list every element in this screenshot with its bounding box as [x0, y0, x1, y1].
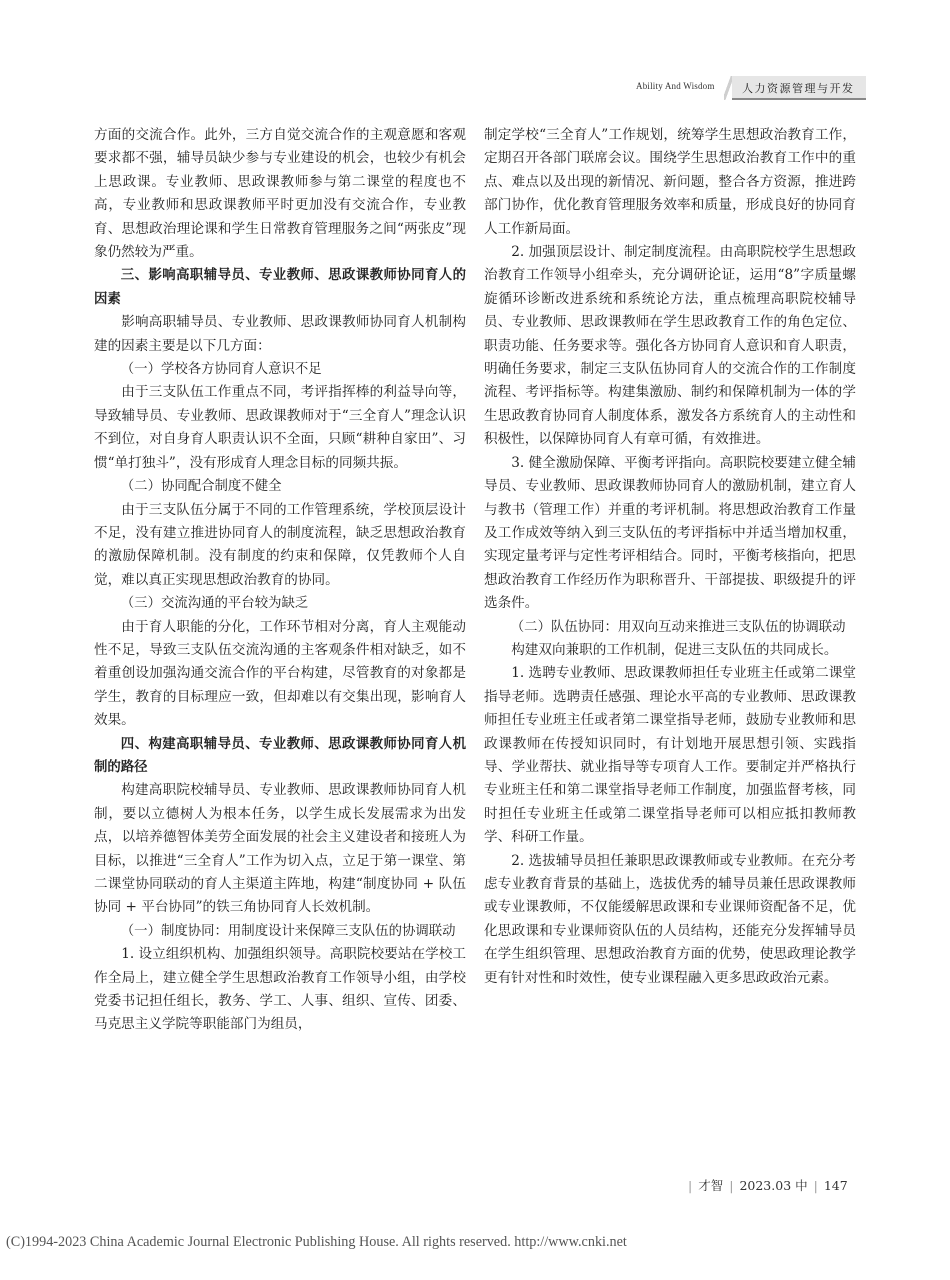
- subsection-heading-4-1: （一）制度协同：用制度设计来保障三支队伍的协调联动: [120, 923, 456, 939]
- paragraph: 构建高职院校辅导员、专业教师、思政课教师协同育人机制，要以立德树人为根本任务，以学生成长发展需求为出发点，以培养德智体美劳全面发展的社会主义建设者和接班人为目标，以推进“三全育人”工作为切入点，立足于第一课堂、第二课堂协同联动的育人主渠道主阵地，构建“制度协同 + 队伍协同 + 平台协同”的铁三角协同育人长效机制。: [94, 782, 466, 916]
- header-english-title: Ability And Wisdom: [636, 81, 715, 91]
- subsection-heading-3: （三）交流沟通的平台较为缺乏: [120, 596, 309, 612]
- paragraph: 1. 设立组织机构、加强组织领导。高职院校要站在学校工作全局上，建立健全学生思想政治教育工作领导小组，由学校党委书记担任组长，教务、学工、人事、组织、宣传、团委、马克思主义学院等职能部门为组员，: [94, 946, 466, 1033]
- paragraph: 3. 健全激励保障、平衡考评指向。高职院校要建立健全辅导员、专业教师、思政课教师协同育人的激励机制，建立育人与教书（管理工作）并重的考评机制。将思想政治教育工作量及工作成效等纳入到三支队伍的考评指标中并适当增加权重，实现定量考评与定性考评相结合。同时，平衡考核指向，把思想政治教育工作经历作为职称晋升、干部提拔、职级提升的评选条件。: [484, 454, 856, 612]
- copyright-notice: (C)1994-2023 China Academic Journal Electronic Publishing House. All rights reserved. http://www.cnki.net: [6, 1234, 627, 1250]
- header-section-box: [732, 76, 866, 100]
- left-column: [94, 124, 466, 1037]
- paragraph: 由于三支队伍分属于不同的工作管理系统，学校顶层设计不足，没有建立推进协同育人的制度流程，缺乏思想政治教育的激励保障机制。没有制度的约束和保障，仅凭教师个人自觉，难以真正实现思想政治教育的协同。: [94, 501, 466, 588]
- running-header: [628, 76, 866, 100]
- section-heading-4: 四、构建高职辅导员、专业教师、思政课教师协同育人机制的路径: [94, 736, 466, 775]
- header-section-title: 人力资源管理与开发: [742, 82, 855, 95]
- paragraph: 影响高职辅导员、专业教师、思政课教师协同育人机制构建的因素主要是以下几方面：: [94, 314, 466, 354]
- paragraph: 构建双向兼职的工作机制，促进三支队伍的共同成长。: [511, 641, 838, 658]
- section-heading-3: 三、影响高职辅导员、专业教师、思政课教师协同育人的因素: [94, 268, 466, 307]
- right-column: [484, 124, 856, 990]
- journal-name: 才智: [698, 1178, 724, 1193]
- subsection-heading-1: （一）学校各方协同育人意识不足: [120, 362, 322, 378]
- paragraph: 由于三支队伍工作重点不同，考评指挥棒的利益导向等，导致辅导员、专业教师、思政课教师对于“三全育人”理念认识不到位，对自身育人职责认识不全面，只顾“耕种自家田”、习惯“单打独斗”，没有形成育人理念目标的同频共振。: [94, 384, 466, 471]
- page-footer: | 才智 | 2023.03 中 | 147: [688, 1178, 848, 1193]
- paragraph: 方面的交流合作。此外，三方自觉交流合作的主观意愿和客观要求都不强，辅导员缺少参与专业建设的机会，也较少有机会上思政课。专业教师、思政课教师参与第二课堂的程度也不高，专业教师和思政课教师平时更加没有交流合作，专业教育、思想政治理论课和学生日常教育管理服务之间“两张皮”现象仍然较为严重。: [94, 127, 466, 261]
- paragraph: 制定学校“三全育人”工作规划，统筹学生思想政治教育工作，定期召开各部门联席会议。围绕学生思想政治教育工作中的重点、难点以及出现的新情况、新问题，整合各方资源，推进跨部门协作，优化教育管理服务效率和质量，形成良好的协同育人工作新局面。: [484, 127, 856, 237]
- paragraph: 由于育人职能的分化，工作环节相对分离，育人主观能动性不足，导致三支队伍交流沟通的主客观条件相对缺乏，如不着重创设加强沟通交流合作的平台构建，尽管教育的对象都是学生，教育的目标理应一致，但却难以有交集出现，影响育人效果。: [94, 618, 466, 729]
- paragraph: 1. 选聘专业教师、思政课教师担任专业班主任或第二课堂指导老师。选聘责任感强、理论水平高的专业教师、思政课教师担任专业班主任或者第二课堂指导老师，鼓励专业教师和思政课教师在传授知识同时，有计划地开展思想引领、实践指导、学业帮扶、就业指导等专项育人工作。要制定并严格执行专业班主任和第二课堂指导老师工作制度，加强监督考核，同时担任专业班主任或第二课堂指导老师可以相应抵扣教师教学、科研工作量。: [484, 665, 856, 846]
- page-number: 147: [823, 1178, 848, 1193]
- paragraph: 2. 加强顶层设计、制定制度流程。由高职院校学生思想政治教育工作领导小组牵头，充分调研论证，运用“8”字质量螺旋循环诊断改进系统和系统论方法，重点梳理高职院校辅导员、专业教师、思政课教师在学生思政教育工作的角色定位、职责功能、任务要求等。强化各方协同育人意识和育人职责，明确任务要求，制定三支队伍协同育人的交流合作的工作制度流程、考评指标等。构建集激励、制约和保障机制为一体的学生思政教育协同育人制度体系，激发各方系统育人的主动性和积极性，以保障协同育人有章可循，有效推进。: [484, 244, 856, 448]
- paragraph: 2. 选拔辅导员担任兼职思政课教师或专业教师。在充分考虑专业教育背景的基础上，选拔优秀的辅导员兼任思政课教师或专业课教师，不仅能缓解思政课和专业课师资配备不足，优化思政课和专业课师资队伍的人员结构，还能充分发挥辅导员在学生组织管理、思想政治教育方面的优势，使思政理论教学更有针对性和时效性，使专业课程融入更多思政政治元素。: [484, 852, 856, 986]
- subsection-heading-4-2: （二）队伍协同：用双向互动来推进三支队伍的协调联动: [510, 619, 846, 635]
- issue-label: 2023.03 中: [739, 1178, 808, 1193]
- header-divider: [724, 76, 732, 100]
- subsection-heading-2: （二）协同配合制度不健全: [120, 479, 282, 495]
